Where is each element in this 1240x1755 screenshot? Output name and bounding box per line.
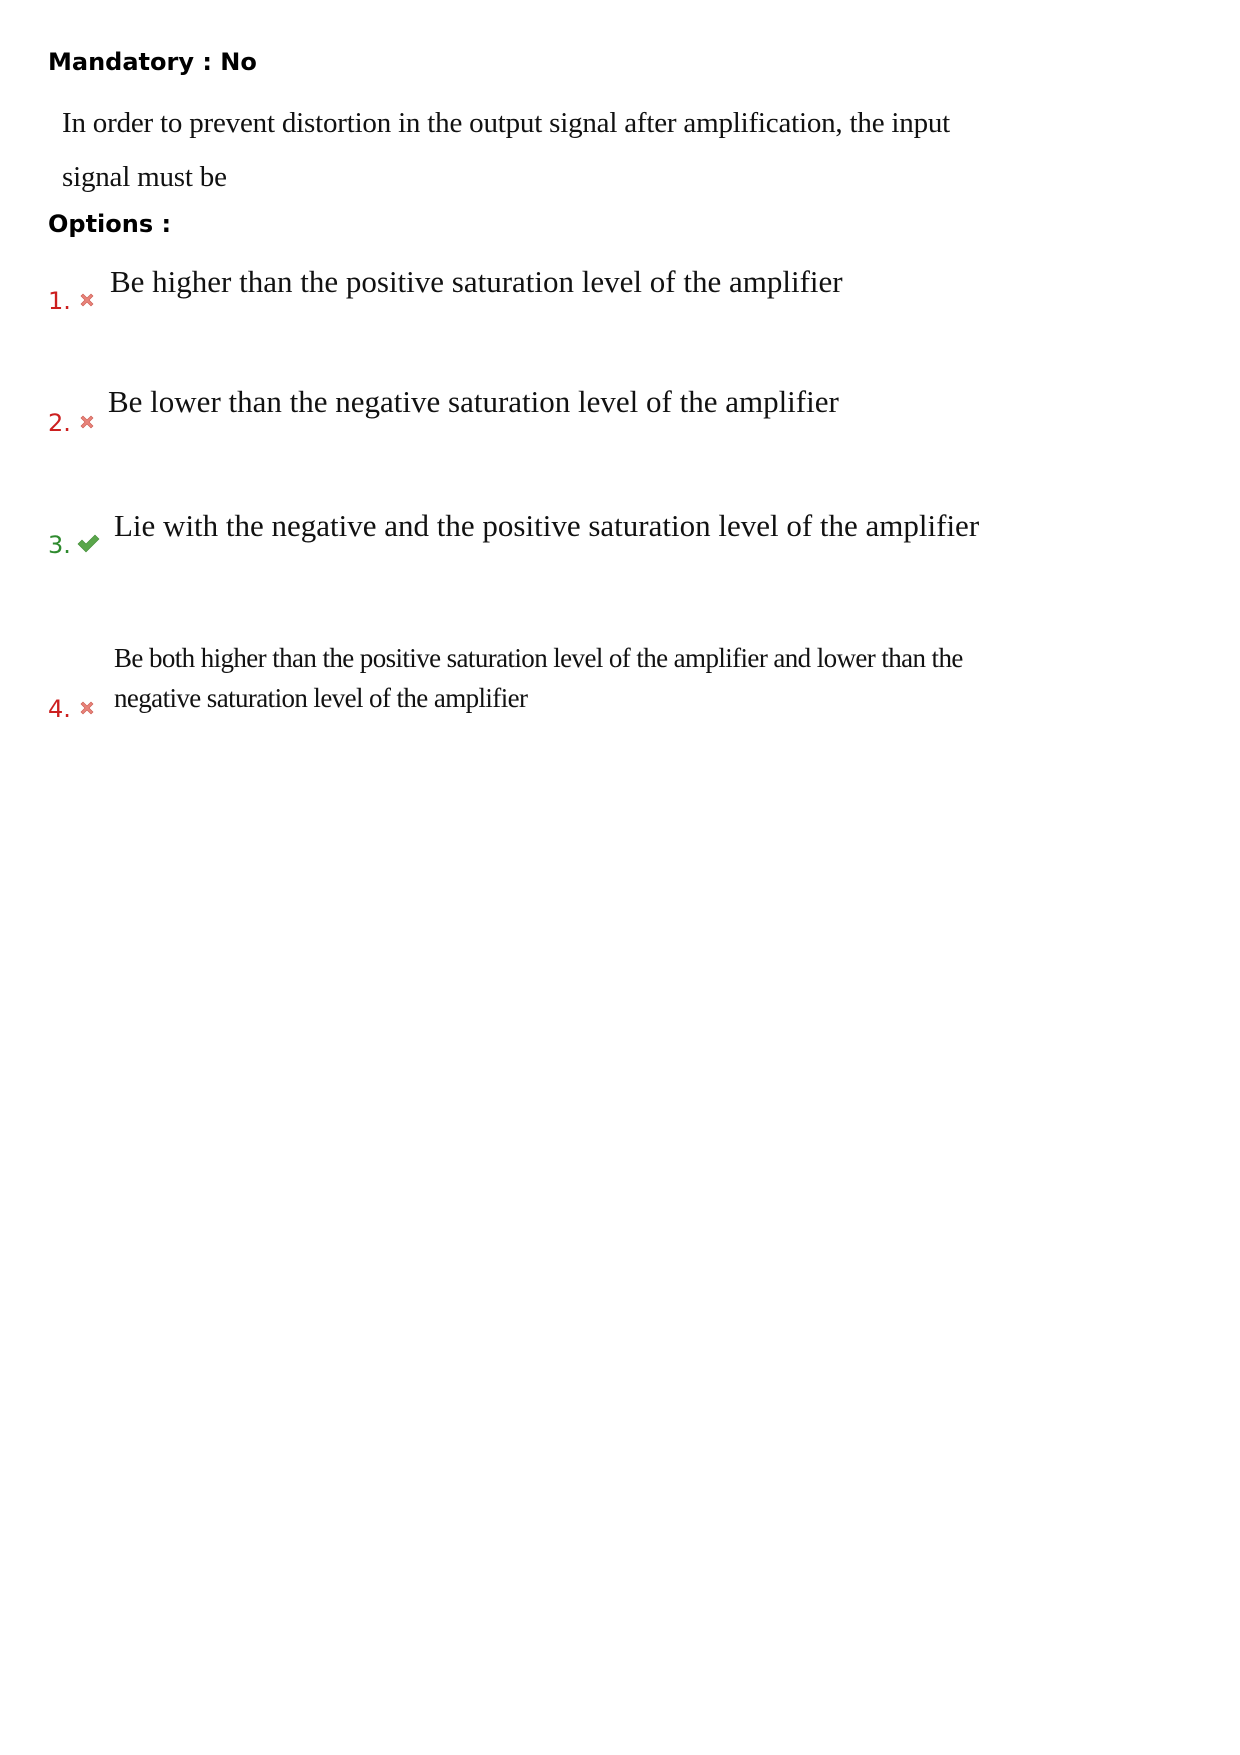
- option-number: 4.: [48, 695, 71, 723]
- option-text: Be lower than the negative saturation level of the amplifier: [108, 384, 839, 419]
- mandatory-label: Mandatory : No: [48, 48, 257, 76]
- check-icon: [76, 532, 100, 554]
- option-text: Be both higher than the positive saturation level of the amplifier and lower than the negative saturation level of the amplifier: [114, 643, 963, 713]
- option-3: [48, 506, 1198, 586]
- question-text: In order to prevent distortion in the output signal after amplification, the input signal must be: [62, 107, 951, 193]
- option-text: Be higher than the positive saturation level of the amplifier: [110, 264, 843, 299]
- option-2: [48, 382, 1198, 462]
- cross-icon: [78, 413, 96, 431]
- cross-icon: [78, 291, 96, 309]
- options-heading: Options :: [48, 210, 172, 238]
- option-number: 1.: [48, 287, 71, 315]
- option-1: [48, 262, 1198, 342]
- option-4: [48, 636, 1198, 736]
- option-number: 3.: [48, 531, 71, 559]
- option-text: Lie with the negative and the positive saturation level of the amplifier: [114, 508, 980, 543]
- option-number: 2.: [48, 409, 71, 437]
- cross-icon: [78, 699, 96, 717]
